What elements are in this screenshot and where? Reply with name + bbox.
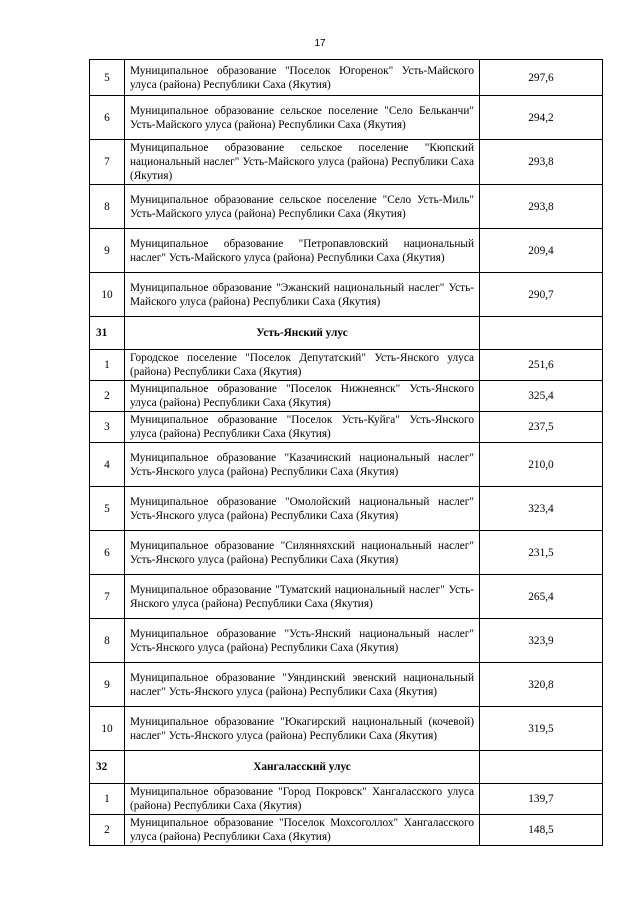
municipality-name: Городское поселение "Поселок Депутатский" Усть-Янского улуса (района) Республики Саха (Якутия) xyxy=(125,350,480,381)
table-row xyxy=(90,663,603,707)
municipality-name: Муниципальное образование "Поселок Мохсоголлох" Хангаласского улуса (района) Республики Саха (Якутия) xyxy=(125,815,480,846)
row-value: 290,7 xyxy=(480,273,603,317)
row-number: 5 xyxy=(90,60,125,96)
row-value: 323,4 xyxy=(480,487,603,531)
row-value: 231,5 xyxy=(480,531,603,575)
table-body xyxy=(90,60,603,846)
row-number: 8 xyxy=(90,185,125,229)
municipality-name: Муниципальное образование "Казачинский национальный наслег" Усть-Янского улуса (района) Республики Саха (Якутия) xyxy=(125,443,480,487)
row-value xyxy=(480,751,603,784)
table-row xyxy=(90,443,603,487)
row-number: 9 xyxy=(90,663,125,707)
row-number: 10 xyxy=(90,273,125,317)
row-value: 297,6 xyxy=(480,60,603,96)
table-row xyxy=(90,531,603,575)
row-number: 31 xyxy=(90,317,125,350)
row-number: 10 xyxy=(90,707,125,751)
table-row xyxy=(90,784,603,815)
row-value: 320,8 xyxy=(480,663,603,707)
table-row xyxy=(90,273,603,317)
table-row xyxy=(90,707,603,751)
row-value: 325,4 xyxy=(480,381,603,412)
row-number: 32 xyxy=(90,751,125,784)
municipality-name: Муниципальное образование "Эжанский национальный наслег" Усть-Майского улуса (района) Республики Саха (Якутия) xyxy=(125,273,480,317)
row-number: 7 xyxy=(90,140,125,185)
row-number: 1 xyxy=(90,784,125,815)
table-row xyxy=(90,412,603,443)
table-row xyxy=(90,815,603,846)
table-row xyxy=(90,60,603,96)
row-value: 265,4 xyxy=(480,575,603,619)
municipality-name: Муниципальное образование "Поселок Югоренок" Усть-Майского улуса (района) Республики Саха (Якутия) xyxy=(125,60,480,96)
municipality-name: Муниципальное образование "Уяндинский эвенский национальный наслег" Усть-Янского улуса (района) Республики Саха (Якутия) xyxy=(125,663,480,707)
table-row xyxy=(90,619,603,663)
municipality-name: Муниципальное образование "Омолойский национальный наслег" Усть-Янского улуса (района) Республики Саха (Якутия) xyxy=(125,487,480,531)
row-value xyxy=(480,317,603,350)
table-row xyxy=(90,229,603,273)
municipality-name: Муниципальное образование "Усть-Янский национальный наслег" Усть-Янского улуса (района) Республики Саха (Якутия) xyxy=(125,619,480,663)
municipality-name: Муниципальное образование "Петропавловский национальный наслег" Усть-Майского улуса (района) Республики Саха (Якутия) xyxy=(125,229,480,273)
table-row xyxy=(90,185,603,229)
municipality-name: Муниципальное образование "Силянняхский национальный наслег" Усть-Янского улуса (района) Республики Саха (Якутия) xyxy=(125,531,480,575)
row-number: 1 xyxy=(90,350,125,381)
municipality-name: Муниципальное образование "Поселок Нижнеянск" Усть-Янского улуса (района) Республики Саха (Якутия) xyxy=(125,381,480,412)
municipality-name: Муниципальное образование сельское поселение "Село Усть-Миль" Усть-Майского улуса (района) Республики Саха (Якутия) xyxy=(125,185,480,229)
municipality-name: Муниципальное образование сельское поселение "Село Бельканчи" Усть-Майского улуса (района) Республики Саха (Якутия) xyxy=(125,96,480,140)
municipality-name: Муниципальное образование "Поселок Усть-Куйга" Усть-Янского улуса (района) Республики Саха (Якутия) xyxy=(125,412,480,443)
section-title: Хангаласский улус xyxy=(125,751,480,784)
table-row xyxy=(90,350,603,381)
row-value: 210,0 xyxy=(480,443,603,487)
row-value: 319,5 xyxy=(480,707,603,751)
municipality-name: Муниципальное образование "Юкагирский национальный (кочевой) наслег" Усть-Янского улуса (района) Республики Саха (Якутия) xyxy=(125,707,480,751)
row-number: 7 xyxy=(90,575,125,619)
page-number: 17 xyxy=(314,38,326,49)
row-value: 237,5 xyxy=(480,412,603,443)
section-title: Усть-Янский улус xyxy=(125,317,480,350)
row-number: 5 xyxy=(90,487,125,531)
table-row xyxy=(90,575,603,619)
row-number: 6 xyxy=(90,531,125,575)
row-value: 139,7 xyxy=(480,784,603,815)
row-number: 2 xyxy=(90,815,125,846)
table-row xyxy=(90,487,603,531)
row-value: 148,5 xyxy=(480,815,603,846)
row-value: 293,8 xyxy=(480,185,603,229)
section-row xyxy=(90,317,603,350)
row-value: 293,8 xyxy=(480,140,603,185)
row-number: 3 xyxy=(90,412,125,443)
row-number: 2 xyxy=(90,381,125,412)
municipality-name: Муниципальное образование "Туматский национальный наслег" Усть-Янского улуса (района) Республики Саха (Якутия) xyxy=(125,575,480,619)
row-number: 6 xyxy=(90,96,125,140)
municipality-name: Муниципальное образование сельское поселение "Кюпский национальный наслег" Усть-Майского улуса (района) Республики Саха (Якутия) xyxy=(125,140,480,185)
row-value: 209,4 xyxy=(480,229,603,273)
table-row xyxy=(90,96,603,140)
municipality-name: Муниципальное образование "Город Покровск" Хангаласского улуса (района) Республики Саха (Якутия) xyxy=(125,784,480,815)
row-number: 4 xyxy=(90,443,125,487)
row-value: 294,2 xyxy=(480,96,603,140)
row-number: 8 xyxy=(90,619,125,663)
section-row xyxy=(90,751,603,784)
table-row xyxy=(90,140,603,185)
row-value: 251,6 xyxy=(480,350,603,381)
row-number: 9 xyxy=(90,229,125,273)
row-value: 323,9 xyxy=(480,619,603,663)
municipality-table xyxy=(89,59,603,846)
table-row xyxy=(90,381,603,412)
